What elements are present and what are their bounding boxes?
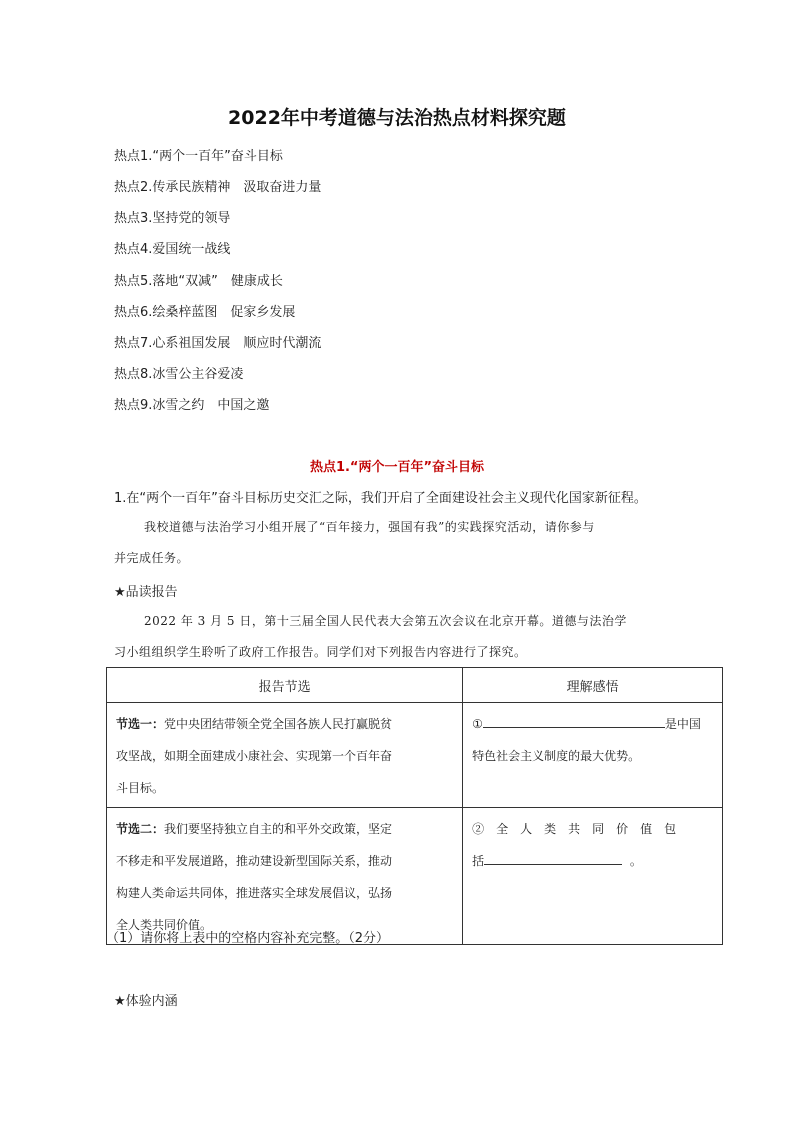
reflection-1-suffix: 是中国 <box>664 717 701 731</box>
reflection-cell-1 <box>463 703 723 808</box>
report-table <box>106 667 723 945</box>
excerpt-1-line2: 攻坚战，如期全面建成小康社会、实现第一个百年奋 <box>116 749 393 763</box>
reflection-2-end: 。 <box>629 854 642 868</box>
task-1-prompt: （1）请你将上表中的空格内容补充完整。（2分） <box>106 931 390 946</box>
table-header-excerpt: 报告节选 <box>107 668 463 703</box>
excerpt-2-line4: 全人类共同价值。 <box>116 918 213 932</box>
excerpt-1-line3: 斗目标。 <box>116 781 165 795</box>
hot-topic-8: 热点8.冰雪公主谷爱凌 <box>114 367 244 382</box>
part-a-heading: ★品读报告 <box>114 585 178 600</box>
reflection-2-prefix: 括 <box>472 854 485 868</box>
hot-topic-6: 热点6.绘桑梓蓝图 促家乡发展 <box>114 305 296 320</box>
table-row <box>107 703 723 808</box>
table-header-reflection: 理解感悟 <box>463 668 723 703</box>
answer-marker-1: ① <box>472 717 483 731</box>
hot-topic-7: 热点7.心系祖国发展 顺应时代潮流 <box>114 336 322 351</box>
answer-blank-2[interactable] <box>484 850 622 865</box>
question-intro: 1.在“两个一百年”奋斗目标历史交汇之际，我们开启了全面建设社会主义现代化国家新征程。 <box>114 491 647 506</box>
report-text-line2: 习小组组织学生聆听了政府工作报告。同学们对下列报告内容进行了探究。 <box>114 645 527 659</box>
answer-blank-1[interactable] <box>483 713 665 728</box>
reflection-cell-2 <box>463 808 723 945</box>
hot-topic-5: 热点5.落地“双减” 健康成长 <box>114 274 283 289</box>
part-b-heading: ★体验内涵 <box>114 994 178 1009</box>
table-header-row <box>107 668 723 703</box>
excerpt-cell-2 <box>107 808 463 945</box>
hot-topic-9: 热点9.冰雪之约 中国之邀 <box>114 398 270 413</box>
activity-text-line1: 我校道德与法治学习小组开展了“百年接力，强国有我”的实践探究活动，请你参与 <box>144 520 595 534</box>
page-title: 2022年中考道德与法治热点材料探究题 <box>228 107 566 129</box>
hot-topic-4: 热点4.爱国统一战线 <box>114 242 231 257</box>
report-text-line1: 2022 年 3 月 5 日，第十三届全国人民代表大会第五次会议在北京开幕。道德与法治学 <box>144 614 627 628</box>
table-row <box>107 808 723 945</box>
hot-topic-3: 热点3.坚持党的领导 <box>114 211 231 226</box>
reflection-2-line1: ② 全 人 类 共 同 价 值 包 <box>472 822 677 836</box>
excerpt-2-line1: 我们要坚持独立自主的和平外交政策，坚定 <box>164 822 393 836</box>
excerpt-label-2: 节选二： <box>116 822 165 836</box>
excerpt-2-line2: 不移走和平发展道路，推动建设新型国际关系，推动 <box>116 854 393 868</box>
excerpt-1-line1: 党中央团结带领全党全国各族人民打赢脱贫 <box>164 717 393 731</box>
activity-text-line2: 并完成任务。 <box>114 551 190 565</box>
excerpt-cell-1 <box>107 703 463 808</box>
hot-topic-1: 热点1.“两个一百年”奋斗目标 <box>114 149 283 164</box>
hot-topic-2: 热点2.传承民族精神 汲取奋进力量 <box>114 180 322 195</box>
excerpt-2-line3: 构建人类命运共同体，推进落实全球发展倡议，弘扬 <box>116 886 393 900</box>
section-heading: 热点1.“两个一百年”奋斗目标 <box>309 460 485 475</box>
reflection-1-line2: 特色社会主义制度的最大优势。 <box>472 749 641 763</box>
excerpt-label-1: 节选一： <box>116 717 165 731</box>
